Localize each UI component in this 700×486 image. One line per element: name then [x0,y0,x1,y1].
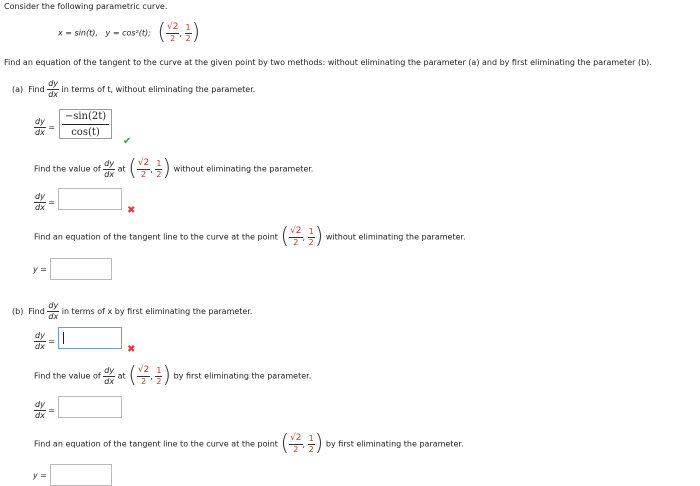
incorrect-x-icon-b: ✖ [127,344,136,355]
part-a-value-prompt: Find the value of $\frac{dy}{dx}$ at ( $\frac{√2}{2}$ , $\frac{1}{2}$ ) without eliminating the parameter. [34,156,314,181]
dydx-value-input-a[interactable] [58,188,122,210]
intro-text: Consider the following parametric curve. [4,2,168,11]
part-b-tangent-prompt: Find an equation of the tangent line to the curve at the point ( $\frac{√2}{2}$ , $\frac{1}{2}$ ) by first eliminating the parameter. [34,431,464,456]
part-a-tangent-prompt: Find an equation of the tangent line to the curve at the point ( $\frac{√2}{2}$ , $\frac{1}{2}$ ) without eliminating the parameter. [34,224,466,249]
dydx-label-a2: $\frac{dy}{dx}$ = [35,192,56,212]
find-label: Find [28,85,45,94]
dydx-fraction: $\frac{dy}{dx}$ [48,79,58,99]
part-a-label: (a) [12,85,24,94]
correct-check-icon: ✔ [123,136,132,147]
dydx-label-b2: $\frac{dy}{dx}$ = [35,400,56,420]
part-b-value-prompt: Find the value of $\frac{dy}{dx}$ at ( $\frac{√2}{2}$ , $\frac{1}{2}$ ) by first eliminating the parameter. [34,363,312,388]
y-expression: y = cos²(t); [105,28,151,38]
tangent-input-b[interactable] [50,464,112,486]
dydx-answer-field-a1[interactable]: −sin(2t) cos(t) [59,109,112,139]
dydx-input-b-active[interactable] [58,327,122,349]
dydx-label-b1: $\frac{dy}{dx}$ = [35,331,56,351]
instructions-text: Find an equation of the tangent to the curve at the given point by two methods: without eliminating the parameter (a) and by first eliminating the parameter (b). [4,58,652,67]
tangent-input-a[interactable] [50,258,112,280]
curve-definition [58,22,200,44]
part-b-heading: (b) Find $\frac{dy}{dx}$ in terms of x by first eliminating the parameter. [12,301,253,321]
text-cursor [63,332,64,344]
part-a-terms-text: in terms of t, without eliminating the parameter. [61,85,256,94]
dydx-value-input-b[interactable] [58,396,122,418]
part-b-label: (b) [12,307,24,316]
part-a-heading [12,80,255,99]
incorrect-x-icon: ✖ [127,205,136,216]
y-label-a: y = [33,265,47,274]
dydx-label-a1: $\frac{dy}{dx}$ = [35,117,56,137]
given-point: ( $\frac{√2}{2}$ , $\frac{1}{2}$ ) [157,20,201,45]
x-expression: x = sin(t), [58,28,98,38]
y-label-b: y = [33,471,47,480]
